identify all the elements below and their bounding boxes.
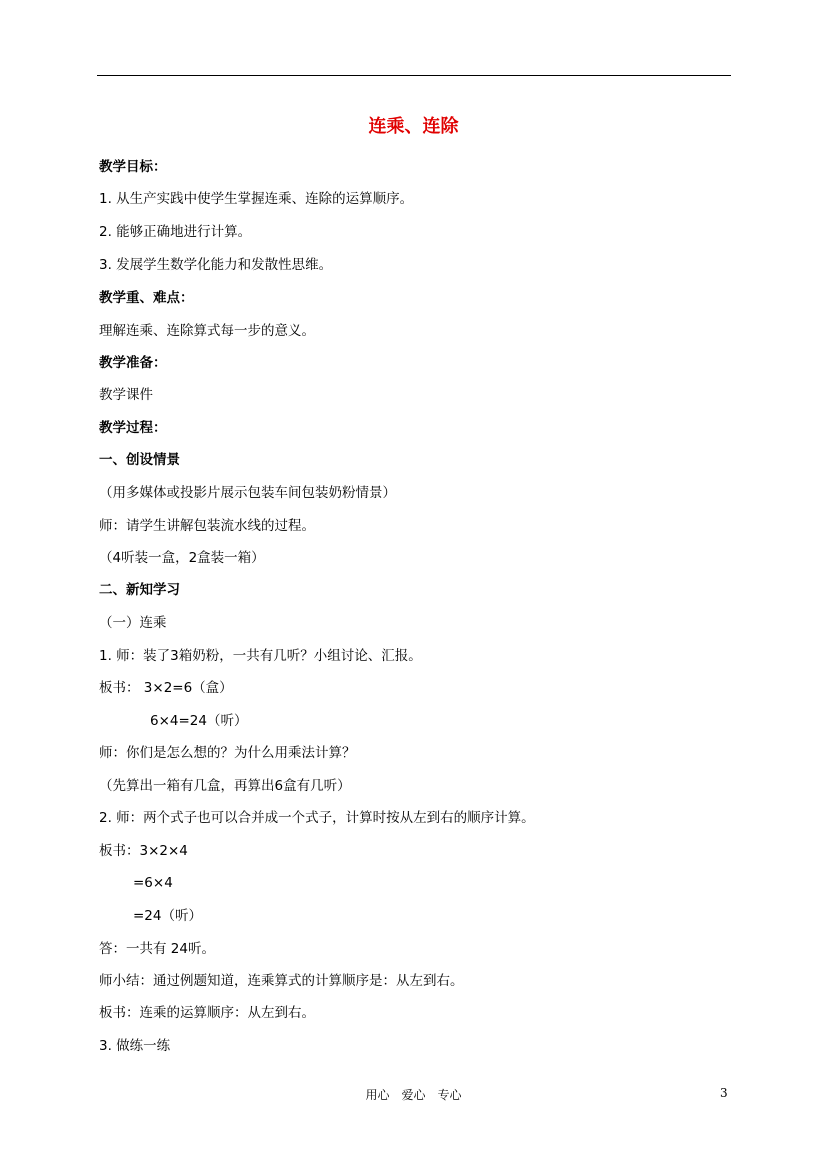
section-heading: 教学过程： — [99, 420, 167, 436]
text-line: 板书： 3×2=6（盒） — [99, 680, 233, 696]
page-number: 3 — [720, 1086, 728, 1100]
text-line: 板书：连乘的运算顺序：从左到右。 — [99, 1005, 315, 1021]
text-line: 师：你们是怎么想的？为什么用乘法计算？ — [99, 745, 356, 761]
text-line: 理解连乘、连除算式每一步的意义。 — [99, 323, 315, 339]
section-heading: 二、新知学习 — [99, 582, 180, 598]
text-line: 3. 做练一练 — [99, 1038, 171, 1054]
text-line: 3. 发展学生数学化能力和发散性思维。 — [99, 257, 333, 273]
text-line: 1. 师：装了3箱奶粉，一共有几听？小组讨论、汇报。 — [99, 648, 422, 664]
section-heading: 一、创设情景 — [99, 452, 180, 468]
text-line: 1. 从生产实践中使学生掌握连乘、连除的运算顺序。 — [99, 191, 414, 207]
page-title: 连乘、连除 — [368, 116, 459, 137]
section-heading: 教学目标： — [99, 159, 167, 175]
text-line: 2. 能够正确地进行计算。 — [99, 224, 252, 240]
text-line: （用多媒体或投影片展示包装车间包装奶粉情景） — [99, 485, 396, 501]
text-line: （先算出一箱有几盒，再算出6盒有几听） — [99, 778, 351, 794]
text-line: =6×4 — [133, 875, 173, 891]
text-line: （4听装一盒，2盒装一箱） — [99, 550, 265, 566]
text-line: （一）连乘 — [99, 615, 167, 631]
text-line: 2. 师：两个式子也可以合并成一个式子，计算时按从左到右的顺序计算。 — [99, 810, 535, 826]
section-heading: 教学准备： — [99, 355, 167, 371]
text-line: 6×4=24（听） — [150, 713, 248, 729]
header-rule — [97, 75, 731, 76]
text-line: 师小结：通过例题知道，连乘算式的计算顺序是：从左到右。 — [99, 973, 464, 989]
text-line: 答：一共有 24听。 — [99, 941, 215, 957]
text-line: 师：请学生讲解包装流水线的过程。 — [99, 518, 315, 534]
text-line: =24（听） — [133, 908, 202, 924]
text-line: 教学课件 — [99, 387, 153, 403]
section-heading: 教学重、难点： — [99, 290, 194, 306]
text-line: 板书：3×2×4 — [99, 843, 188, 859]
page-footer: 用心 爱心 专心 — [365, 1088, 462, 1102]
